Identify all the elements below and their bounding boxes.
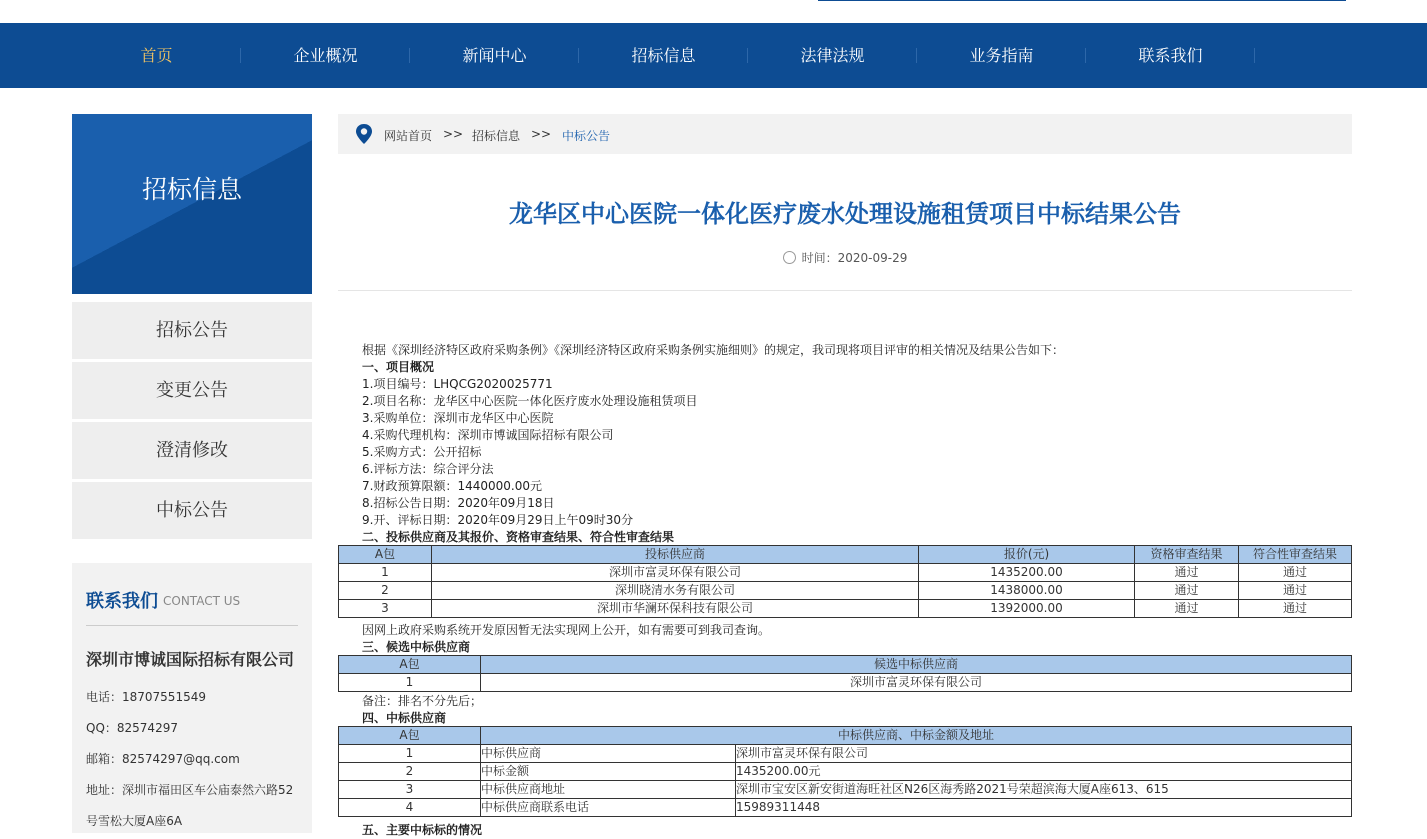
table-header-cell: A包 — [339, 656, 481, 674]
winner-table — [338, 726, 1352, 817]
project-line: 3.采购单位：深圳市龙华区中心医院 — [362, 411, 554, 425]
contact-title-en: CONTACT US — [163, 594, 241, 608]
article-intro: 根据《深圳经济特区政府采购条例》《深圳经济特区政府采购条例实施细则》的规定，我司现将项目评审的相关情况及结果公告如下： — [362, 343, 1065, 357]
table-cell: 通过 — [1239, 600, 1352, 618]
contact-qq: QQ：82574297 — [86, 721, 178, 735]
note-text: 备注：排名不分先后； — [362, 694, 483, 708]
candidate-table — [338, 655, 1352, 692]
nav-about[interactable]: 企业概况 — [293, 46, 358, 65]
table-row — [339, 763, 1352, 781]
project-line: 9.开、评标日期：2020年09月29日上午09时30分 — [362, 513, 634, 527]
top-accent-line — [818, 0, 1346, 1]
table-cell: 深圳市富灵环保有限公司 — [736, 745, 1352, 763]
contact-email: 邮箱：82574297@qq.com — [86, 752, 240, 766]
nav-home[interactable]: 首页 — [140, 46, 173, 65]
article-time — [338, 249, 1352, 266]
sidebar-title: 招标信息 — [141, 175, 242, 204]
bidders-table — [338, 545, 1352, 618]
table-row — [339, 674, 1352, 692]
location-pin-icon — [354, 123, 374, 145]
table-cell: 中标供应商联系电话 — [481, 799, 736, 817]
project-line: 4.采购代理机构：深圳市博诚国际招标有限公司 — [362, 428, 614, 442]
table-header-cell: 候选中标供应商 — [481, 656, 1352, 674]
project-line: 6.评标方法：综合评分法 — [362, 462, 494, 476]
table-cell: 深圳市华澜环保科技有限公司 — [432, 600, 919, 618]
table-cell: 通过 — [1135, 600, 1239, 618]
table-cell: 通过 — [1135, 582, 1239, 600]
section-heading: 三、候选中标供应商 — [362, 640, 471, 654]
nav-law[interactable]: 法律法规 — [800, 46, 865, 65]
table-cell: 1435200.00 — [919, 564, 1135, 582]
table-row — [339, 582, 1352, 600]
table-cell: 4 — [339, 799, 481, 817]
table-cell: 1435200.00元 — [736, 763, 1352, 781]
table-header-cell: 投标供应商 — [432, 546, 919, 564]
main-nav — [0, 23, 1427, 88]
table-row — [339, 600, 1352, 618]
table-cell: 1392000.00 — [919, 600, 1135, 618]
table-header-cell: 中标供应商、中标金额及地址 — [481, 727, 1352, 745]
table-cell: 中标供应商 — [481, 745, 736, 763]
nav-tender[interactable]: 招标信息 — [631, 46, 696, 65]
contact-address-line2: 号雪松大厦A座6A — [86, 814, 183, 828]
table-header-row — [339, 656, 1352, 674]
sidebar-item-award-notice[interactable]: 中标公告 — [72, 482, 312, 539]
table-cell: 通过 — [1239, 564, 1352, 582]
section-heading: 一、项目概况 — [362, 360, 435, 374]
project-line: 1.项目编号：LHQCG2020025771 — [362, 377, 553, 391]
table-header-cell: 报价(元) — [919, 546, 1135, 564]
table-row — [339, 564, 1352, 582]
table-cell: 深圳市富灵环保有限公司 — [481, 674, 1352, 692]
project-line: 8.招标公告日期：2020年09月18日 — [362, 496, 555, 510]
contact-phone: 电话：18707551549 — [86, 690, 206, 704]
table-header-cell: 资格审查结果 — [1135, 546, 1239, 564]
table-cell: 中标金额 — [481, 763, 736, 781]
section-heading: 五、主要中标标的情况 — [362, 823, 483, 837]
table-cell: 1 — [339, 564, 432, 582]
breadcrumb-separator: >> — [443, 127, 464, 141]
clock-icon — [783, 251, 796, 264]
table-cell: 3 — [339, 600, 432, 618]
table-cell: 2 — [339, 763, 481, 781]
table-cell: 1438000.00 — [919, 582, 1135, 600]
sidebar-item-tender-notice[interactable]: 招标公告 — [72, 302, 312, 359]
table-cell: 深圳市宝安区新安街道海旺社区N26区海秀路2021号荣超滨海大厦A座613、615 — [736, 781, 1352, 799]
title-divider — [338, 290, 1352, 291]
table-cell: 深圳晓清水务有限公司 — [432, 582, 919, 600]
sidebar-item-change-notice[interactable]: 变更公告 — [72, 362, 312, 419]
table-cell: 2 — [339, 582, 432, 600]
nav-news[interactable]: 新闻中心 — [462, 46, 527, 65]
contact-address-line1: 地址：深圳市福田区车公庙泰然六路52 — [86, 783, 294, 797]
contact-company: 深圳市博诚国际招标有限公司 — [86, 650, 295, 669]
table-row — [339, 799, 1352, 817]
table-header-row — [339, 546, 1352, 564]
table-row — [339, 745, 1352, 763]
breadcrumb-section[interactable]: 招标信息 — [472, 129, 521, 143]
table-cell: 通过 — [1135, 564, 1239, 582]
contact-divider — [86, 625, 298, 626]
table-header-row — [339, 727, 1352, 745]
breadcrumb-home[interactable]: 网站首页 — [384, 129, 433, 143]
sidebar-header — [72, 114, 312, 294]
article-title: 龙华区中心医院一体化医疗废水处理设施租赁项目中标结果公告 — [509, 200, 1181, 228]
project-line: 2.项目名称：龙华区中心医院一体化医疗废水处理设施租赁项目 — [362, 394, 698, 408]
breadcrumb-separator: >> — [531, 127, 552, 141]
article-time-text: 时间：2020-09-29 — [801, 251, 908, 265]
table-cell: 1 — [339, 745, 481, 763]
note-text: 因网上政府采购系统开发原因暂无法实现网上公开，如有需要可到我司查询。 — [362, 623, 771, 637]
table-cell: 通过 — [1239, 582, 1352, 600]
section-heading: 二、投标供应商及其报价、资格审查结果、符合性审查结果 — [362, 530, 675, 544]
table-cell: 中标供应商地址 — [481, 781, 736, 799]
nav-guide[interactable]: 业务指南 — [969, 46, 1034, 65]
nav-divider — [1254, 48, 1255, 63]
table-header-cell: 符合性审查结果 — [1239, 546, 1352, 564]
contact-title: 联系我们 — [86, 591, 158, 612]
section-heading: 四、中标供应商 — [362, 711, 447, 725]
nav-contact[interactable]: 联系我们 — [1138, 46, 1203, 65]
table-cell: 深圳市富灵环保有限公司 — [432, 564, 919, 582]
table-row — [339, 781, 1352, 799]
breadcrumb — [338, 114, 1352, 154]
table-cell: 1 — [339, 674, 481, 692]
project-line: 7.财政预算限额：1440000.00元 — [362, 479, 542, 493]
project-line: 5.采购方式：公开招标 — [362, 445, 482, 459]
table-header-cell: A包 — [339, 546, 432, 564]
table-header-cell: A包 — [339, 727, 481, 745]
breadcrumb-current: 中标公告 — [562, 129, 611, 143]
contact-box — [72, 563, 312, 833]
sidebar-item-clarification[interactable]: 澄清修改 — [72, 422, 312, 479]
table-cell: 3 — [339, 781, 481, 799]
table-cell: 15989311448 — [736, 799, 1352, 817]
